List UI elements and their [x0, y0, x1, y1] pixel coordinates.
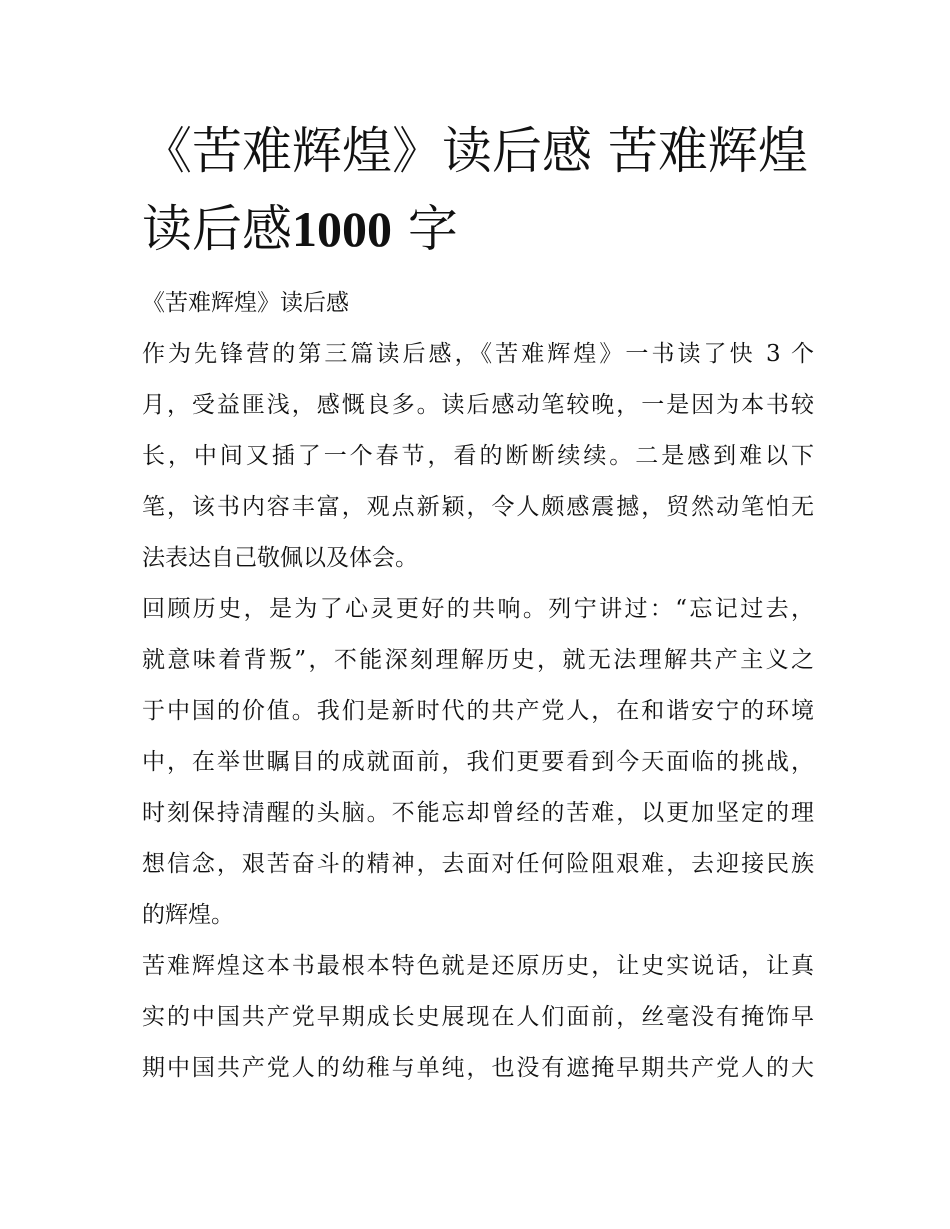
- page-title: [142, 112, 822, 268]
- paragraph-line: 法表达自己敬佩以及体会。: [142, 545, 418, 571]
- document-body: [142, 278, 814, 1094]
- paragraph-line: 时刻保持清醒的头脑。不能忘却曾经的苦难，以更加坚定的理: [142, 800, 814, 826]
- paragraph-line: 就意味着背叛”，不能深刻理解历史，就无法理解共产主义之: [142, 647, 814, 673]
- paragraph-1: [142, 329, 814, 584]
- paragraph-line: 月，受益匪浅，感慨良多。读后感动笔较晚，一是因为本书较: [142, 392, 814, 418]
- paragraph-line: 期中国共产党人的幼稚与单纯，也没有遮掩早期共产党人的大: [142, 1055, 814, 1081]
- subtitle-line: 《苦难辉煌》读后感: [142, 290, 349, 316]
- title-number: 1000: [292, 201, 392, 257]
- paragraph-line: 的辉煌。: [142, 902, 234, 928]
- subtitle: [142, 278, 814, 329]
- paragraph-line: 笔，该书内容丰富，观点新颖，令人颇感震撼，贸然动笔怕无: [142, 494, 814, 520]
- paragraph-line: 中，在举世瞩目的成就面前，我们更要看到今天面临的挑战，: [142, 749, 814, 775]
- paragraph-line: 长，中间又插了一个春节，看的断断续续。二是感到难以下: [142, 443, 814, 469]
- paragraph-line: 想信念，艰苦奋斗的精神，去面对任何险阻艰难，去迎接民族: [142, 851, 814, 877]
- paragraph-line: 于中国的价值。我们是新时代的共产党人，在和谐安宁的环境: [142, 698, 814, 724]
- paragraph-3: [142, 941, 814, 1094]
- title-text-2: 读后感: [142, 200, 292, 258]
- paragraph-line: 回顾历史，是为了心灵更好的共响。列宁讲过：“忘记过去，: [142, 596, 814, 622]
- paragraph-line: 作为先锋营的第三篇读后感，《苦难辉煌》一书读了快 3 个: [142, 341, 814, 367]
- paragraph-line: 苦难辉煌这本书最根本特色就是还原历史，让史实说话，让真: [142, 953, 814, 979]
- paragraph-2: [142, 584, 814, 941]
- title-text-1: 《苦难辉煌》读后感 苦难辉煌: [142, 122, 808, 180]
- paragraph-line: 实的中国共产党早期成长史展现在人们面前，丝毫没有掩饰早: [142, 1004, 814, 1030]
- title-text-3: 字: [407, 200, 458, 258]
